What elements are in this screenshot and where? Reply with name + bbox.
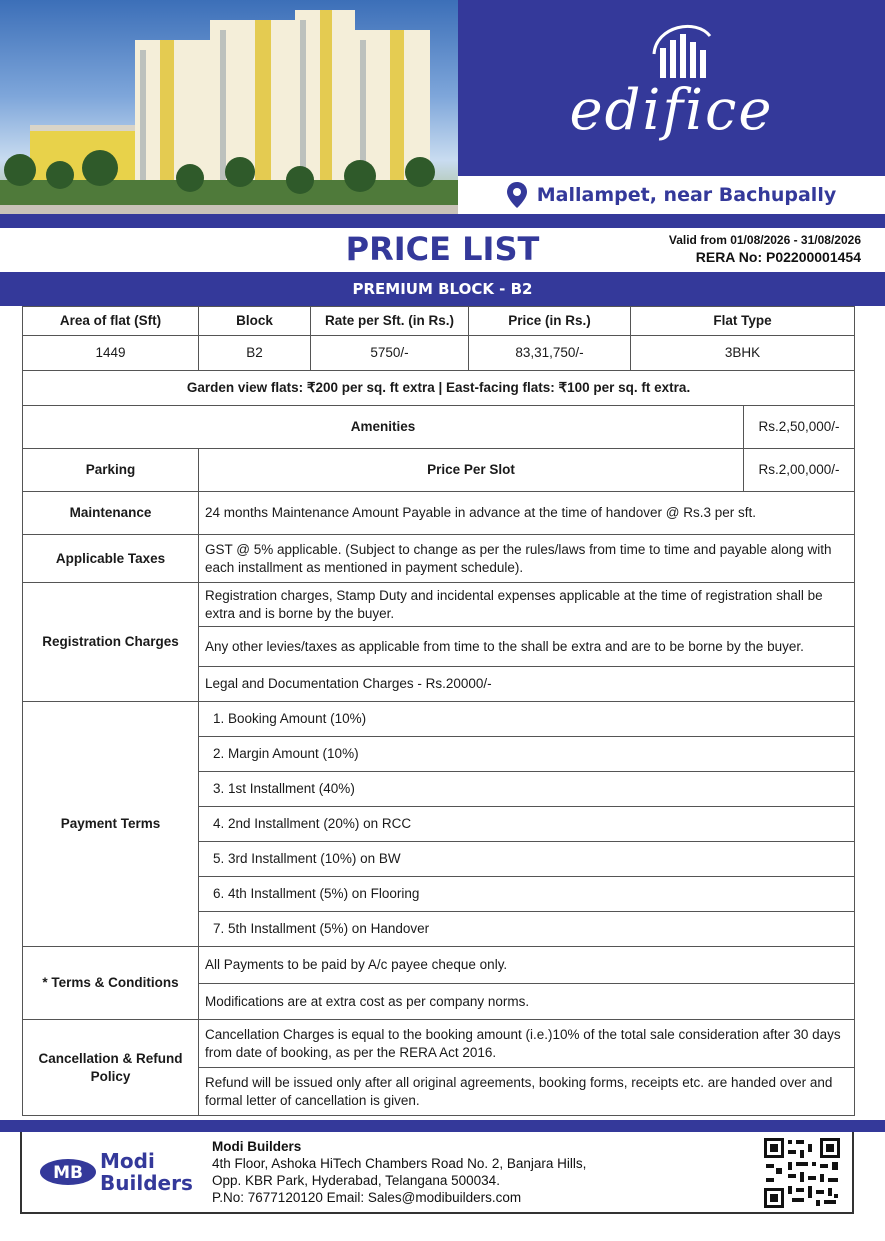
maintenance-label: Maintenance [23, 492, 199, 535]
edifice-logo-icon [646, 14, 716, 80]
taxes-label: Applicable Taxes [23, 535, 199, 583]
terms-item: All Payments to be paid by A/c payee cheque only. [199, 947, 855, 984]
cancellation-label: Cancellation & Refund Policy [23, 1020, 199, 1116]
company-address-line: 4th Floor, Ashoka HiTech Chambers Road No. 2, Banjara Hills, [212, 1156, 587, 1171]
company-details [212, 1138, 586, 1206]
modi-builders-logo [38, 1140, 198, 1200]
maintenance-text: 24 months Maintenance Amount Payable in advance at the time of handover @ Rs.3 per sft. [199, 492, 855, 535]
table-header-row [23, 307, 855, 336]
amenities-label: Amenities [23, 406, 744, 449]
amenities-value: Rs.2,50,000/- [744, 406, 855, 449]
cell-rate: 5750/- [311, 336, 469, 371]
validity-text: Valid from 01/08/2026 - 31/08/2026 [668, 233, 861, 247]
header-rate: Rate per Sft. (in Rs.) [311, 307, 469, 336]
logo-word-modi: Modi [100, 1149, 155, 1173]
header-area: Area of flat (Sft) [23, 307, 199, 336]
header-price: Price (in Rs.) [469, 307, 631, 336]
cell-block: B2 [199, 336, 311, 371]
brand-panel [458, 0, 885, 176]
edifice-logo-text: edifice [569, 78, 774, 143]
company-address-line: Opp. KBR Park, Hyderabad, Telangana 500034. [212, 1173, 500, 1188]
rera-number: RERA No: P02200001454 [695, 249, 861, 265]
company-name: Modi Builders [212, 1139, 302, 1154]
payment-label: Payment Terms [23, 702, 199, 947]
company-contact: P.No: 7677120120 Email: Sales@modibuilders.com [212, 1190, 522, 1205]
hero-divider [0, 214, 885, 228]
payment-item: 6. 4th Installment (5%) on Flooring [199, 877, 855, 912]
taxes-text: GST @ 5% applicable. (Subject to change as per the rules/laws from time to time and payable along with each installment as mentioned in payment schedule). [199, 535, 855, 583]
cell-area: 1449 [23, 336, 199, 371]
footer-divider [0, 1120, 885, 1132]
payment-item: 4. 2nd Installment (20%) on RCC [199, 807, 855, 842]
location-bar [458, 176, 885, 214]
title-row [0, 228, 885, 272]
parking-value: Rs.2,00,000/- [744, 449, 855, 492]
cell-flat-type: 3BHK [631, 336, 855, 371]
terms-label: * Terms & Conditions [23, 947, 199, 1020]
header-block: Block [199, 307, 311, 336]
block-heading: PREMIUM BLOCK - B2 [0, 272, 885, 306]
qr-code[interactable] [762, 1136, 842, 1210]
payment-item: 2. Margin Amount (10%) [199, 737, 855, 772]
location-pin-icon [507, 182, 527, 208]
payment-item: 7. 5th Installment (5%) on Handover [199, 912, 855, 947]
payment-item: 1. Booking Amount (10%) [199, 702, 855, 737]
registration-label: Registration Charges [23, 583, 199, 702]
cancellation-item: Refund will be issued only after all original agreements, booking forms, receipts etc. are handed over and formal letter of cancellation is given. [199, 1068, 855, 1116]
building-photo [0, 0, 458, 214]
registration-item: Any other levies/taxes as applicable from time to the shall be extra and are to be borne by the buyer. [199, 627, 855, 667]
location-text: Mallampet, near Bachupally [536, 184, 837, 206]
price-table [22, 306, 854, 1116]
payment-item: 5. 3rd Installment (10%) on BW [199, 842, 855, 877]
page-title: PRICE LIST [345, 230, 540, 268]
terms-item: Modifications are at extra cost as per company norms. [199, 984, 855, 1020]
parking-slot: Price Per Slot [199, 449, 744, 492]
hero-banner [0, 0, 885, 228]
registration-item: Registration charges, Stamp Duty and incidental expenses applicable at the time of registration shall be extra and is borne by the buyer. [199, 583, 855, 627]
logo-mark-text: MB [53, 1163, 83, 1183]
table-row [23, 336, 855, 371]
premium-note: Garden view flats: ₹200 per sq. ft extra | East-facing flats: ₹100 per sq. ft extra. [23, 371, 855, 406]
registration-item: Legal and Documentation Charges - Rs.20000/- [199, 667, 855, 702]
parking-label: Parking [23, 449, 199, 492]
payment-item: 3. 1st Installment (40%) [199, 772, 855, 807]
header-flat-type: Flat Type [631, 307, 855, 336]
footer [20, 1132, 854, 1214]
cancellation-item: Cancellation Charges is equal to the booking amount (i.e.)10% of the total sale consideration after 30 days from date of booking, as per the RERA Act 2016. [199, 1020, 855, 1068]
cell-price: 83,31,750/- [469, 336, 631, 371]
logo-word-builders: Builders [100, 1171, 193, 1195]
